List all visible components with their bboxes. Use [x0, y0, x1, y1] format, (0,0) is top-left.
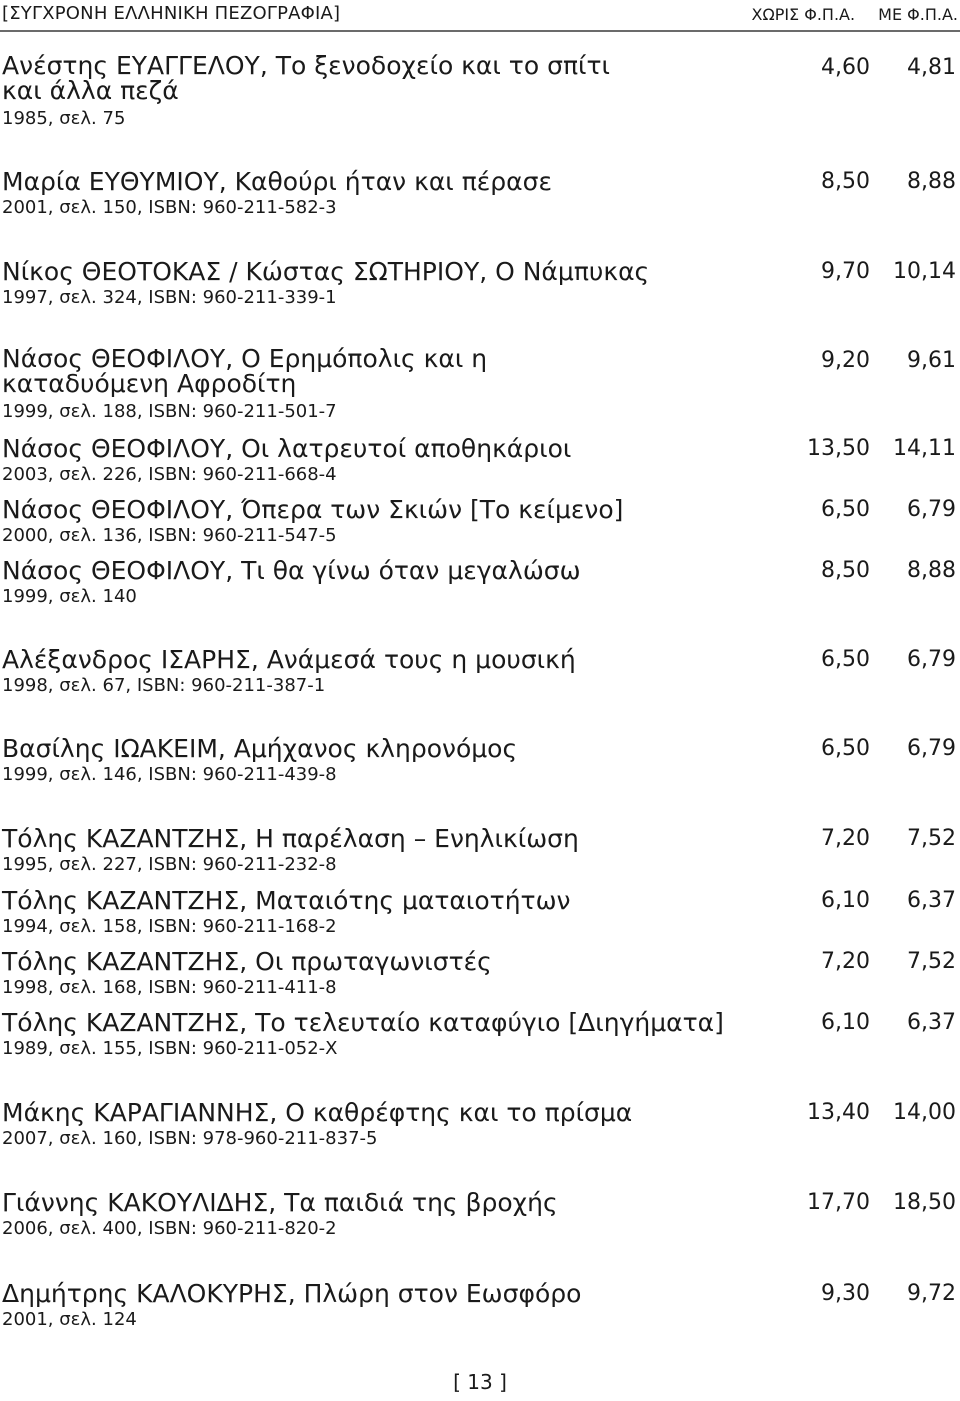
price-without-vat: 4,60 [821, 55, 870, 80]
price-with-vat: 8,88 [907, 558, 956, 583]
page-number: [ 13 ] [453, 1370, 507, 1394]
book-title: Νάσος ΘΕΟΦΙΛΟΥ, Ο Ερημόπολις και η καταδυόμενη Αφροδίτη [2, 344, 488, 398]
price-with-vat: 9,61 [907, 348, 956, 373]
book-meta: 1998, σελ. 67, ISBN: 960-211-387-1 [2, 675, 326, 696]
book-entry [2, 167, 956, 219]
book-title: Τόλης ΚΑΖΑΝΤΖΗΣ, Η παρέλαση – Ενηλικίωση [2, 824, 579, 853]
price-with-vat: 6,37 [907, 1010, 956, 1035]
book-meta: 1989, σελ. 155, ISBN: 960-211-052-Χ [2, 1038, 338, 1059]
book-meta: 1999, σελ. 140 [2, 586, 137, 607]
price-with-vat: 6,79 [907, 647, 956, 672]
book-title: Νάσος ΘΕΟΦΙΛΟΥ, Τι θα γίνω όταν μεγαλώσω [2, 556, 581, 585]
book-entry [2, 886, 956, 938]
book-entry [2, 734, 956, 786]
price-without-vat: 7,20 [821, 826, 870, 851]
book-title: Δημήτρης ΚΑΛΟΚΥΡΗΣ, Πλώρη στον Εωσφόρο [2, 1279, 582, 1308]
book-entry [2, 645, 956, 697]
price-without-vat: 9,20 [821, 348, 870, 373]
book-meta: 2003, σελ. 226, ISBN: 960-211-668-4 [2, 464, 337, 485]
price-without-vat: 9,70 [821, 259, 870, 284]
book-entry [2, 1098, 956, 1150]
price-without-vat: 8,50 [821, 558, 870, 583]
book-title: Τόλης ΚΑΖΑΝΤΖΗΣ, Το τελευταίο καταφύγιο [Διηγήματα] [2, 1008, 724, 1037]
book-entry [2, 53, 956, 130]
book-entry [2, 1279, 956, 1331]
price-without-vat: 6,50 [821, 647, 870, 672]
book-title: Νίκος ΘΕΟΤΟΚΑΣ / Κώστας ΣΩΤΗΡΙΟΥ, Ο Νάμπυκας [2, 257, 650, 286]
book-meta: 2006, σελ. 400, ISBN: 960-211-820-2 [2, 1218, 337, 1239]
book-entry [2, 257, 956, 309]
price-without-vat: 6,50 [821, 736, 870, 761]
price-without-vat: 13,40 [807, 1100, 870, 1125]
book-entry [2, 1188, 956, 1240]
price-with-vat: 9,72 [907, 1281, 956, 1306]
price-without-vat: 8,50 [821, 169, 870, 194]
price-without-vat: 6,50 [821, 497, 870, 522]
book-title: Νάσος ΘΕΟΦΙΛΟΥ, Όπερα των Σκιών [Το κείμενο] [2, 495, 624, 524]
book-entry [2, 346, 956, 423]
price-without-vat: 17,70 [807, 1190, 870, 1215]
book-meta: 1999, σελ. 188, ISBN: 960-211-501-7 [2, 401, 337, 422]
book-meta: 2001, σελ. 124 [2, 1309, 137, 1330]
price-with-vat: 10,14 [893, 259, 956, 284]
book-title: Τόλης ΚΑΖΑΝΤΖΗΣ, Ματαιότης ματαιοτήτων [2, 886, 571, 915]
book-title: Βασίλης ΙΩΑΚΕΙΜ, Αμήχανος κληρονόμος [2, 734, 518, 763]
price-with-vat: 14,00 [893, 1100, 956, 1125]
price-with-vat: 8,88 [907, 169, 956, 194]
header-rule [0, 30, 960, 32]
book-meta: 2000, σελ. 136, ISBN: 960-211-547-5 [2, 525, 337, 546]
price-with-vat: 6,79 [907, 497, 956, 522]
book-entry [2, 495, 956, 547]
book-title: Ανέστης ΕΥΑΓΓΕΛΟΥ, Το ξενοδοχείο και το σπίτι και άλλα πεζά [2, 51, 610, 105]
book-meta: 1995, σελ. 227, ISBN: 960-211-232-8 [2, 854, 337, 875]
book-entry [2, 556, 956, 608]
book-title: Νάσος ΘΕΟΦΙΛΟΥ, Οι λατρευτοί αποθηκάριοι [2, 434, 572, 463]
book-title: Τόλης ΚΑΖΑΝΤΖΗΣ, Οι πρωταγωνιστές [2, 947, 492, 976]
price-with-vat: 7,52 [907, 826, 956, 851]
price-without-vat: 13,50 [807, 436, 870, 461]
book-meta: 1997, σελ. 324, ISBN: 960-211-339-1 [2, 287, 337, 308]
col-header-with-vat: ΜΕ Φ.Π.Α. [878, 5, 958, 24]
book-title: Αλέξανδρος ΙΣΑΡΗΣ, Ανάμεσά τους η μουσική [2, 645, 576, 674]
book-meta: 2001, σελ. 150, ISBN: 960-211-582-3 [2, 197, 337, 218]
book-title: Γιάννης ΚΑΚΟΥΛΙΔΗΣ, Τα παιδιά της βροχής [2, 1188, 558, 1217]
price-without-vat: 7,20 [821, 949, 870, 974]
price-with-vat: 6,37 [907, 888, 956, 913]
book-meta: 1999, σελ. 146, ISBN: 960-211-439-8 [2, 764, 337, 785]
book-meta: 1985, σελ. 75 [2, 108, 126, 129]
book-meta: 1998, σελ. 168, ISBN: 960-211-411-8 [2, 977, 337, 998]
book-entry [2, 947, 956, 999]
price-with-vat: 18,50 [893, 1190, 956, 1215]
book-entry [2, 434, 956, 486]
book-entry [2, 824, 956, 876]
book-meta: 1994, σελ. 158, ISBN: 960-211-168-2 [2, 916, 337, 937]
col-header-without-vat: ΧΩΡΙΣ Φ.Π.Α. [751, 5, 856, 24]
column-headers [752, 5, 959, 24]
price-with-vat: 4,81 [907, 55, 956, 80]
price-with-vat: 14,11 [893, 436, 956, 461]
price-without-vat: 9,30 [821, 1281, 870, 1306]
price-without-vat: 6,10 [821, 1010, 870, 1035]
price-with-vat: 6,79 [907, 736, 956, 761]
book-meta: 2007, σελ. 160, ISBN: 978-960-211-837-5 [2, 1128, 378, 1149]
book-entry [2, 1008, 956, 1060]
section-title: [ΣΥΓΧΡΟΝΗ ΕΛΛΗΝΙΚΗ ΠΕΖΟΓΡΑΦΙΑ] [2, 3, 341, 24]
price-without-vat: 6,10 [821, 888, 870, 913]
book-title: Μαρία ΕΥΘΥΜΙΟΥ, Καθούρι ήταν και πέρασε [2, 167, 552, 196]
price-with-vat: 7,52 [907, 949, 956, 974]
book-title: Μάκης ΚΑΡΑΓΙΑΝΝΗΣ, Ο καθρέφτης και το πρίσμα [2, 1098, 633, 1127]
page-header [2, 3, 958, 29]
